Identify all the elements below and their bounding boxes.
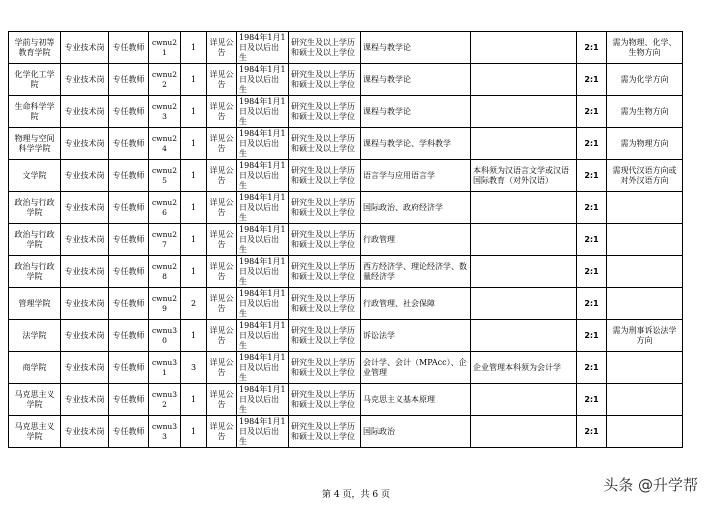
ratio-cell: 2:1: [577, 384, 607, 416]
method-cell: 详见公告: [207, 160, 237, 192]
post-cell: 专任教师: [109, 416, 149, 448]
method-cell: 详见公告: [207, 32, 237, 64]
code-cell: cwnu24: [149, 128, 181, 160]
ratio-cell: 2:1: [577, 64, 607, 96]
major-cell: 课程与教学论、学科教学: [361, 128, 471, 160]
other-req-cell: 本科须为汉语言文学或汉语国际教育（对外汉语）: [471, 160, 577, 192]
education-cell: 研究生及以上学历和硕士及以上学位: [289, 160, 361, 192]
dept-cell: 管理学院: [9, 288, 61, 320]
age-cell: 1984年1月1日及以后出生: [237, 160, 289, 192]
education-cell: 研究生及以上学历和硕士及以上学位: [289, 96, 361, 128]
dept-cell: 马克思主义学院: [9, 416, 61, 448]
other-req-cell: [471, 224, 577, 256]
code-cell: cwnu31: [149, 352, 181, 384]
major-cell: 课程与教学论: [361, 32, 471, 64]
category-cell: 专业技术岗: [61, 352, 109, 384]
other-req-cell: [471, 256, 577, 288]
category-cell: 专业技术岗: [61, 384, 109, 416]
other-req-cell: [471, 416, 577, 448]
major-cell: 行政管理: [361, 224, 471, 256]
major-cell: 国际政治、政府经济学: [361, 192, 471, 224]
other-req-cell: [471, 288, 577, 320]
other-req-cell: [471, 320, 577, 352]
code-cell: cwnu29: [149, 288, 181, 320]
education-cell: 研究生及以上学历和硕士及以上学位: [289, 352, 361, 384]
major-cell: 诉讼法学: [361, 320, 471, 352]
method-cell: 详见公告: [207, 288, 237, 320]
ratio-cell: 2:1: [577, 128, 607, 160]
code-cell: cwnu26: [149, 192, 181, 224]
code-cell: cwnu21: [149, 32, 181, 64]
ratio-cell: 2:1: [577, 32, 607, 64]
post-cell: 专任教师: [109, 320, 149, 352]
major-cell: 行政管理、社会保障: [361, 288, 471, 320]
ratio-cell: 2:1: [577, 224, 607, 256]
table-row: [9, 128, 683, 160]
dept-cell: 马克思主义学院: [9, 384, 61, 416]
category-cell: 专业技术岗: [61, 96, 109, 128]
code-cell: cwnu23: [149, 96, 181, 128]
table-row: [9, 288, 683, 320]
category-cell: 专业技术岗: [61, 256, 109, 288]
table-row: [9, 64, 683, 96]
count-cell: 1: [181, 384, 207, 416]
major-cell: 语言学与应用语言学: [361, 160, 471, 192]
table-row: [9, 96, 683, 128]
age-cell: 1984年1月1日及以后出生: [237, 416, 289, 448]
method-cell: 详见公告: [207, 256, 237, 288]
note-cell: 需为刑事诉讼法学方向: [607, 320, 683, 352]
dept-cell: 法学院: [9, 320, 61, 352]
education-cell: 研究生及以上学历和硕士及以上学位: [289, 128, 361, 160]
age-cell: 1984年1月1日及以后出生: [237, 64, 289, 96]
ratio-cell: 2:1: [577, 192, 607, 224]
page-footer: 第 4 页，共 6 页: [322, 490, 390, 500]
post-cell: 专任教师: [109, 384, 149, 416]
table-row: [9, 384, 683, 416]
table-row: [9, 192, 683, 224]
ratio-cell: 2:1: [577, 288, 607, 320]
note-cell: 需为物理、化学、生物方向: [607, 32, 683, 64]
post-cell: 专任教师: [109, 192, 149, 224]
table-row: [9, 256, 683, 288]
count-cell: 1: [181, 128, 207, 160]
age-cell: 1984年1月1日及以后出生: [237, 384, 289, 416]
education-cell: 研究生及以上学历和硕士及以上学位: [289, 32, 361, 64]
dept-cell: 生命科学学院: [9, 96, 61, 128]
education-cell: 研究生及以上学历和硕士及以上学位: [289, 288, 361, 320]
dept-cell: 学前与初等教育学院: [9, 32, 61, 64]
code-cell: cwnu32: [149, 384, 181, 416]
category-cell: 专业技术岗: [61, 224, 109, 256]
table-row: [9, 224, 683, 256]
age-cell: 1984年1月1日及以后出生: [237, 32, 289, 64]
category-cell: 专业技术岗: [61, 128, 109, 160]
age-cell: 1984年1月1日及以后出生: [237, 96, 289, 128]
note-cell: 需现代汉语方向或对外汉语方向: [607, 160, 683, 192]
category-cell: 专业技术岗: [61, 192, 109, 224]
education-cell: 研究生及以上学历和硕士及以上学位: [289, 224, 361, 256]
table-body: [9, 32, 683, 448]
major-cell: 会计学、会计（MPAcc）、企业管理: [361, 352, 471, 384]
age-cell: 1984年1月1日及以后出生: [237, 288, 289, 320]
dept-cell: 物理与空间科学学院: [9, 128, 61, 160]
post-cell: 专任教师: [109, 256, 149, 288]
code-cell: cwnu33: [149, 416, 181, 448]
method-cell: 详见公告: [207, 416, 237, 448]
education-cell: 研究生及以上学历和硕士及以上学位: [289, 256, 361, 288]
note-cell: 需为化学方向: [607, 64, 683, 96]
ratio-cell: 2:1: [577, 256, 607, 288]
major-cell: 西方经济学、理论经济学、数量经济学: [361, 256, 471, 288]
post-cell: 专任教师: [109, 352, 149, 384]
major-cell: 课程与教学论: [361, 96, 471, 128]
ratio-cell: 2:1: [577, 160, 607, 192]
count-cell: 1: [181, 160, 207, 192]
note-cell: [607, 384, 683, 416]
post-cell: 专任教师: [109, 64, 149, 96]
education-cell: 研究生及以上学历和硕士及以上学位: [289, 64, 361, 96]
note-cell: [607, 416, 683, 448]
post-cell: 专任教师: [109, 160, 149, 192]
count-cell: 1: [181, 224, 207, 256]
table-row: [9, 32, 683, 64]
other-req-cell: [471, 32, 577, 64]
ratio-cell: 2:1: [577, 352, 607, 384]
code-cell: cwnu22: [149, 64, 181, 96]
table-row: [9, 352, 683, 384]
dept-cell: 文学院: [9, 160, 61, 192]
method-cell: 详见公告: [207, 64, 237, 96]
category-cell: 专业技术岗: [61, 320, 109, 352]
dept-cell: 商学院: [9, 352, 61, 384]
age-cell: 1984年1月1日及以后出生: [237, 128, 289, 160]
age-cell: 1984年1月1日及以后出生: [237, 320, 289, 352]
post-cell: 专任教师: [109, 96, 149, 128]
age-cell: 1984年1月1日及以后出生: [237, 224, 289, 256]
method-cell: 详见公告: [207, 384, 237, 416]
method-cell: 详见公告: [207, 96, 237, 128]
dept-cell: 政治与行政学院: [9, 224, 61, 256]
category-cell: 专业技术岗: [61, 64, 109, 96]
code-cell: cwnu27: [149, 224, 181, 256]
other-req-cell: [471, 64, 577, 96]
method-cell: 详见公告: [207, 224, 237, 256]
note-cell: 需为物理方向: [607, 128, 683, 160]
dept-cell: 政治与行政学院: [9, 192, 61, 224]
method-cell: 详见公告: [207, 128, 237, 160]
education-cell: 研究生及以上学历和硕士及以上学位: [289, 384, 361, 416]
post-cell: 专任教师: [109, 224, 149, 256]
count-cell: 3: [181, 352, 207, 384]
age-cell: 1984年1月1日及以后出生: [237, 352, 289, 384]
table-row: [9, 320, 683, 352]
major-cell: 马克思主义基本原理: [361, 384, 471, 416]
code-cell: cwnu30: [149, 320, 181, 352]
major-cell: 课程与教学论: [361, 64, 471, 96]
category-cell: 专业技术岗: [61, 416, 109, 448]
category-cell: 专业技术岗: [61, 160, 109, 192]
post-cell: 专任教师: [109, 32, 149, 64]
method-cell: 详见公告: [207, 192, 237, 224]
note-cell: 需为生物方向: [607, 96, 683, 128]
category-cell: 专业技术岗: [61, 32, 109, 64]
count-cell: 1: [181, 32, 207, 64]
count-cell: 1: [181, 192, 207, 224]
education-cell: 研究生及以上学历和硕士及以上学位: [289, 320, 361, 352]
table-row: [9, 160, 683, 192]
code-cell: cwnu25: [149, 160, 181, 192]
count-cell: 1: [181, 416, 207, 448]
note-cell: [607, 256, 683, 288]
other-req-cell: [471, 192, 577, 224]
count-cell: 1: [181, 320, 207, 352]
other-req-cell: 企业管理本科须为会计学: [471, 352, 577, 384]
count-cell: 2: [181, 288, 207, 320]
other-req-cell: [471, 384, 577, 416]
method-cell: 详见公告: [207, 320, 237, 352]
dept-cell: 政治与行政学院: [9, 256, 61, 288]
ratio-cell: 2:1: [577, 320, 607, 352]
age-cell: 1984年1月1日及以后出生: [237, 256, 289, 288]
count-cell: 1: [181, 256, 207, 288]
major-cell: 国际政治: [361, 416, 471, 448]
education-cell: 研究生及以上学历和硕士及以上学位: [289, 416, 361, 448]
post-cell: 专任教师: [109, 128, 149, 160]
other-req-cell: [471, 128, 577, 160]
category-cell: 专业技术岗: [61, 288, 109, 320]
ratio-cell: 2:1: [577, 96, 607, 128]
method-cell: 详见公告: [207, 352, 237, 384]
code-cell: cwnu28: [149, 256, 181, 288]
watermark: 头条 @升学帮: [603, 476, 698, 494]
count-cell: 1: [181, 96, 207, 128]
note-cell: [607, 352, 683, 384]
dept-cell: 化学化工学院: [9, 64, 61, 96]
education-cell: 研究生及以上学历和硕士及以上学位: [289, 192, 361, 224]
note-cell: [607, 192, 683, 224]
other-req-cell: [471, 96, 577, 128]
post-cell: 专任教师: [109, 288, 149, 320]
note-cell: [607, 224, 683, 256]
age-cell: 1984年1月1日及以后出生: [237, 192, 289, 224]
note-cell: [607, 288, 683, 320]
table-row: [9, 416, 683, 448]
ratio-cell: 2:1: [577, 416, 607, 448]
recruitment-table: [8, 31, 683, 448]
count-cell: 1: [181, 64, 207, 96]
